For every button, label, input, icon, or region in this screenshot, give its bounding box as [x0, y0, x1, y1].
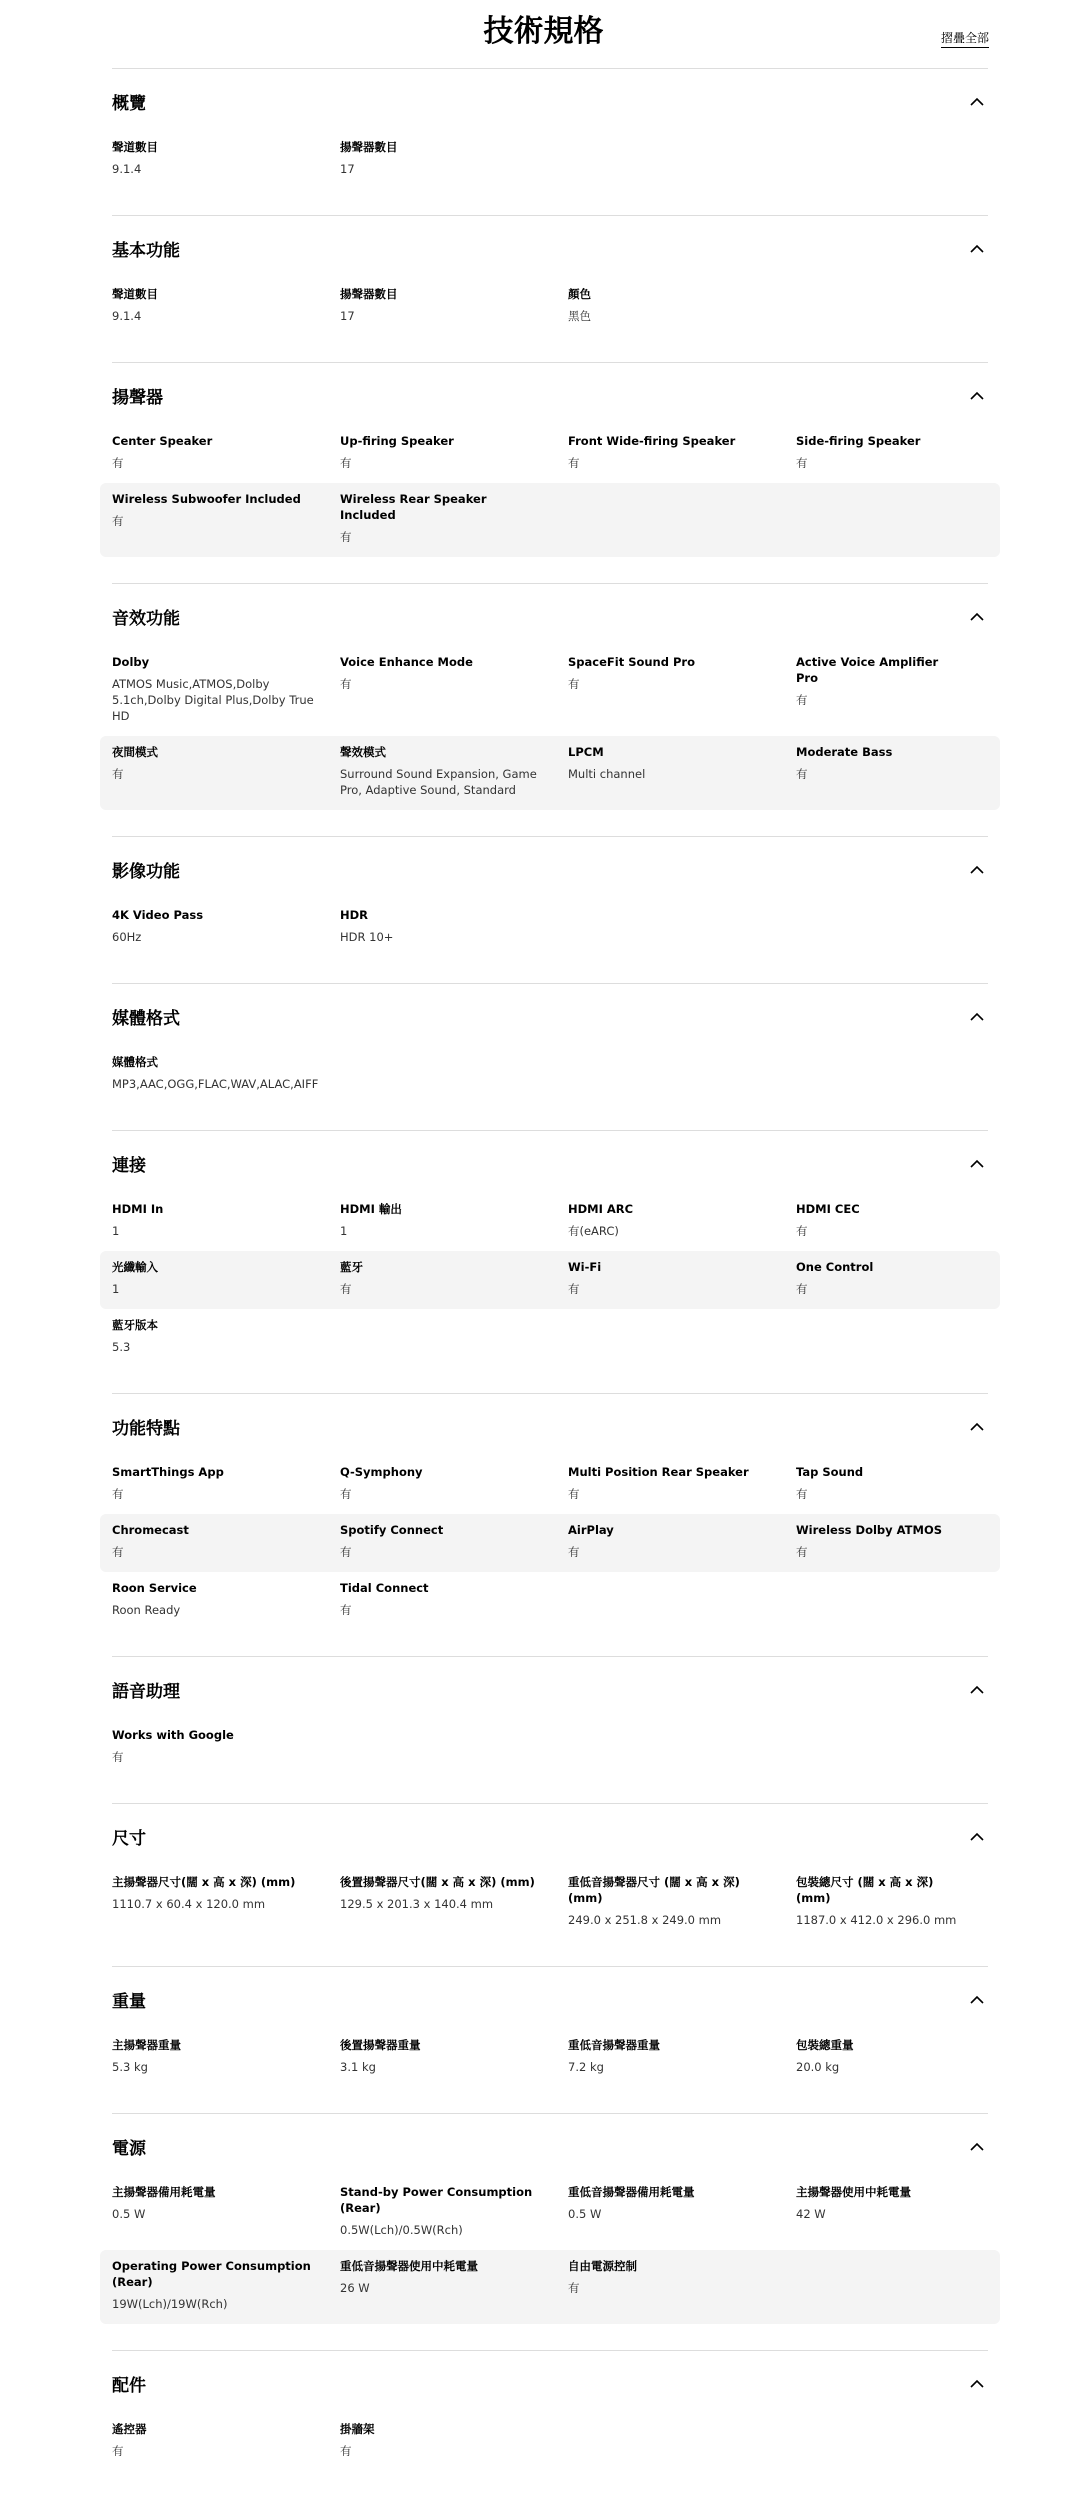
spec-value: 0.5 W	[112, 2207, 146, 2221]
spec-item	[112, 433, 340, 471]
spec-value: 有	[568, 1545, 580, 1559]
spec-label: Q-Symphony	[340, 1465, 423, 1479]
spec-item	[796, 1874, 988, 1928]
spec-label: 包裝總尺寸 (闊 x 高 x 深) (mm)	[796, 1875, 934, 1905]
spec-item	[340, 1522, 568, 1560]
spec-item	[568, 2184, 796, 2238]
spec-value: 60Hz	[112, 930, 142, 944]
spec-item	[568, 2258, 796, 2312]
spec-value: 有	[796, 1545, 808, 1559]
spec-value: 19W(Lch)/19W(Rch)	[112, 2297, 228, 2311]
spec-label: 聲道數目	[112, 287, 158, 301]
spec-label: 顏色	[568, 287, 591, 301]
spec-item	[796, 433, 988, 471]
spec-item	[568, 2037, 796, 2075]
section-title: 重量	[112, 1991, 146, 2012]
spec-item	[796, 2184, 988, 2238]
spec-label: HDMI ARC	[568, 1202, 634, 1216]
spec-value: 有	[796, 1224, 808, 1238]
chevron-up-icon[interactable]	[966, 237, 988, 259]
chevron-up-icon[interactable]	[966, 384, 988, 406]
spec-label: 主揚聲器尺寸(闊 x 高 x 深) (mm)	[112, 1875, 296, 1889]
chevron-up-icon[interactable]	[966, 605, 988, 627]
spec-label: Tidal Connect	[340, 1581, 429, 1595]
specs-list	[112, 68, 988, 2497]
spec-value: 有	[112, 1750, 124, 1764]
spec-label: HDR	[340, 908, 369, 922]
spec-item	[112, 1201, 340, 1239]
spec-item	[568, 1464, 796, 1502]
spec-value: 5.3 kg	[112, 2060, 148, 2074]
spec-label: 重低音揚聲器重量	[568, 2038, 660, 2052]
spec-label: SmartThings App	[112, 1465, 224, 1479]
section-title: 電源	[112, 2138, 146, 2159]
spec-label: Up-firing Speaker	[340, 434, 454, 448]
spec-label: Active Voice Amplifier Pro	[796, 655, 939, 685]
spec-value: 有	[112, 767, 124, 781]
spec-value: 有	[340, 1603, 352, 1617]
chevron-up-icon[interactable]	[966, 1988, 988, 2010]
section-header[interactable]	[112, 1673, 988, 1705]
spec-value: 17	[340, 309, 355, 323]
spec-label: LPCM	[568, 745, 604, 759]
spec-label: Wireless Dolby ATMOS	[796, 1523, 943, 1537]
spec-value: 1110.7 x 60.4 x 120.0 mm	[112, 1897, 266, 1911]
spec-row	[100, 899, 1000, 957]
spec-item	[112, 2421, 340, 2459]
spec-label: 聲效模式	[340, 745, 386, 759]
spec-value: 有	[112, 1545, 124, 1559]
spec-label: HDMI CEC	[796, 1202, 860, 1216]
spec-value: Surround Sound Expansion, Game Pro, Adaptive Sound, Standard	[340, 767, 537, 797]
spec-value: 有	[796, 1487, 808, 1501]
spec-value: HDR 10+	[340, 930, 394, 944]
section-title: 連接	[112, 1155, 146, 1176]
spec-label: 主揚聲器重量	[112, 2038, 181, 2052]
section-header[interactable]	[112, 1983, 988, 2015]
spec-item	[340, 433, 568, 471]
spec-value: 249.0 x 251.8 x 249.0 mm	[568, 1913, 722, 1927]
spec-label: 聲道數目	[112, 140, 158, 154]
spec-section	[112, 1966, 988, 2113]
spec-value: 有	[568, 1487, 580, 1501]
section-header[interactable]	[112, 853, 988, 885]
spec-section	[112, 362, 988, 583]
section-header[interactable]	[112, 1147, 988, 1179]
spec-item	[112, 491, 340, 545]
spec-label: 4K Video Pass	[112, 908, 204, 922]
chevron-up-icon[interactable]	[966, 1415, 988, 1437]
spec-item	[340, 1201, 568, 1239]
spec-item	[340, 2184, 568, 2238]
section-title: 揚聲器	[112, 387, 163, 408]
spec-value: 1	[340, 1224, 348, 1238]
spec-item	[340, 491, 568, 545]
section-title: 媒體格式	[112, 1008, 180, 1029]
section-title: 配件	[112, 2375, 146, 2396]
spec-label: 重低音揚聲器備用耗電量	[568, 2185, 695, 2199]
spec-item	[796, 744, 988, 798]
page-title: 技術規格	[483, 14, 604, 49]
spec-row	[100, 483, 1000, 557]
spec-item	[112, 1464, 340, 1502]
spec-section	[112, 1393, 988, 1656]
spec-value: 7.2 kg	[568, 2060, 604, 2074]
spec-item	[796, 654, 988, 724]
spec-item	[568, 1201, 796, 1239]
spec-label: Tap Sound	[796, 1465, 864, 1479]
spec-value: 有	[340, 677, 352, 691]
spec-value: 有	[796, 456, 808, 470]
section-header[interactable]	[112, 2130, 988, 2162]
spec-item	[568, 744, 796, 798]
spec-label: 重低音揚聲器尺寸 (闊 x 高 x 深) (mm)	[568, 1875, 740, 1905]
spec-row	[100, 646, 1000, 736]
spec-row	[100, 1866, 1000, 1940]
spec-item	[340, 2258, 568, 2312]
section-title: 影像功能	[112, 861, 180, 882]
spec-value: 有	[796, 767, 808, 781]
spec-label: 夜間模式	[112, 745, 158, 759]
spec-value: 1187.0 x 412.0 x 296.0 mm	[796, 1913, 957, 1927]
spec-value: 有	[340, 1487, 352, 1501]
section-title: 音效功能	[112, 608, 180, 629]
spec-row	[100, 1572, 1000, 1630]
spec-value: 有	[340, 2444, 352, 2458]
spec-item	[112, 286, 340, 324]
spec-value: 有(eARC)	[568, 1224, 619, 1238]
spec-label: Dolby	[112, 655, 150, 669]
spec-item	[112, 2258, 340, 2312]
spec-item	[340, 1464, 568, 1502]
spec-row	[100, 1046, 1000, 1104]
spec-item	[796, 2037, 988, 2075]
section-header[interactable]	[112, 2367, 988, 2399]
spec-row	[100, 2250, 1000, 2324]
spec-item	[112, 1727, 340, 1765]
spec-item	[112, 2184, 340, 2238]
spec-row	[100, 131, 1000, 189]
section-header[interactable]	[112, 379, 988, 411]
spec-item	[568, 1259, 796, 1297]
spec-item	[340, 2037, 568, 2075]
spec-label: Moderate Bass	[796, 745, 893, 759]
spec-item	[112, 1522, 340, 1560]
spec-label: 遙控器	[112, 2422, 147, 2436]
spec-label: 揚聲器數目	[340, 287, 398, 301]
spec-label: AirPlay	[568, 1523, 614, 1537]
spec-value: 有	[340, 1282, 352, 1296]
section-title: 尺寸	[112, 1828, 146, 1849]
spec-value: 0.5W(Lch)/0.5W(Rch)	[340, 2223, 463, 2237]
spec-row	[100, 1251, 1000, 1309]
section-header[interactable]	[112, 85, 988, 117]
spec-item	[112, 1259, 340, 1297]
section-title: 功能特點	[112, 1418, 180, 1439]
spec-value: 有	[340, 456, 352, 470]
spec-label: 藍牙	[340, 1260, 363, 1274]
spec-row	[100, 736, 1000, 810]
spec-label: Operating Power Consumption (Rear)	[112, 2259, 311, 2289]
spec-label: 藍牙版本	[112, 1318, 158, 1332]
spec-value: 17	[340, 162, 355, 176]
spec-item	[340, 907, 568, 945]
spec-item	[340, 1874, 568, 1928]
spec-value: 有	[112, 2444, 124, 2458]
spec-value: 有	[796, 693, 808, 707]
spec-item	[340, 139, 568, 177]
spec-item	[112, 1317, 340, 1355]
spec-row	[100, 1309, 1000, 1367]
spec-section	[112, 215, 988, 362]
spec-value: 有	[568, 2281, 580, 2295]
spec-value: 129.5 x 201.3 x 140.4 mm	[340, 1897, 494, 1911]
spec-item	[112, 1054, 340, 1092]
spec-value: 有	[112, 514, 124, 528]
chevron-up-icon[interactable]	[966, 2372, 988, 2394]
section-title: 基本功能	[112, 240, 180, 261]
spec-value: 黑色	[568, 309, 591, 323]
section-title: 語音助理	[112, 1681, 180, 1702]
spec-item	[796, 1259, 988, 1297]
spec-label: Roon Service	[112, 1581, 197, 1595]
spec-label: Side-firing Speaker	[796, 434, 921, 448]
spec-value: 1	[112, 1282, 120, 1296]
spec-value: ATMOS Music,ATMOS,Dolby 5.1ch,Dolby Digital Plus,Dolby True HD	[112, 677, 314, 723]
section-header[interactable]	[112, 1820, 988, 1852]
spec-label: One Control	[796, 1260, 874, 1274]
spec-value: 有	[340, 530, 352, 544]
spec-item	[340, 2421, 568, 2459]
spec-row	[100, 1193, 1000, 1251]
spec-item	[568, 1522, 796, 1560]
chevron-up-icon[interactable]	[966, 1005, 988, 1027]
section-header[interactable]	[112, 232, 988, 264]
spec-value: 20.0 kg	[796, 2060, 840, 2074]
spec-item	[112, 2037, 340, 2075]
spec-section	[112, 68, 988, 215]
spec-item	[340, 1580, 568, 1618]
spec-value: 有	[568, 677, 580, 691]
spec-item	[340, 1259, 568, 1297]
chevron-up-icon[interactable]	[966, 1825, 988, 1847]
spec-label: 自由電源控制	[568, 2259, 637, 2273]
spec-row	[100, 278, 1000, 336]
spec-label: Wireless Subwoofer Included	[112, 492, 301, 506]
spec-label: 包裝總重量	[796, 2038, 854, 2052]
spec-label: Front Wide-firing Speaker	[568, 434, 736, 448]
spec-item	[340, 744, 568, 798]
spec-value: 有	[340, 1545, 352, 1559]
spec-row	[100, 1719, 1000, 1777]
spec-label: HDMI In	[112, 1202, 164, 1216]
spec-label: Works with Google	[112, 1728, 234, 1742]
spec-label: Wireless Rear Speaker Included	[340, 492, 487, 522]
spec-label: 掛牆架	[340, 2422, 375, 2436]
spec-label: Chromecast	[112, 1523, 189, 1537]
spec-value: 1	[112, 1224, 120, 1238]
section-header[interactable]	[112, 1410, 988, 1442]
spec-value: 0.5 W	[568, 2207, 602, 2221]
chevron-up-icon[interactable]	[966, 1152, 988, 1174]
spec-value: Multi channel	[568, 767, 646, 781]
chevron-up-icon[interactable]	[966, 90, 988, 112]
spec-item	[796, 1522, 988, 1560]
spec-item	[340, 286, 568, 324]
spec-section	[112, 983, 988, 1130]
spec-value: 有	[112, 456, 124, 470]
spec-label: Spotify Connect	[340, 1523, 444, 1537]
spec-section	[112, 836, 988, 983]
spec-label: 主揚聲器使用中耗電量	[796, 2185, 911, 2199]
spec-label: Multi Position Rear Speaker	[568, 1465, 749, 1479]
spec-value: 3.1 kg	[340, 2060, 376, 2074]
chevron-up-icon[interactable]	[966, 858, 988, 880]
spec-label: Center Speaker	[112, 434, 213, 448]
spec-section	[112, 1803, 988, 1966]
spec-value: 5.3	[112, 1340, 131, 1354]
spec-label: 後置揚聲器重量	[340, 2038, 421, 2052]
spec-row	[100, 2176, 1000, 2250]
spec-section	[112, 1656, 988, 1803]
spec-label: 主揚聲器備用耗電量	[112, 2185, 216, 2199]
spec-label: 光纖輸入	[112, 1260, 158, 1274]
spec-label: Voice Enhance Mode	[340, 655, 473, 669]
spec-item	[796, 1464, 988, 1502]
spec-item	[568, 286, 796, 324]
spec-section	[112, 1130, 988, 1393]
spec-item	[112, 139, 340, 177]
spec-item	[796, 1201, 988, 1239]
spec-value: 有	[112, 1487, 124, 1501]
spec-label: Wi-Fi	[568, 1260, 602, 1274]
section-header[interactable]	[112, 600, 988, 632]
spec-label: 重低音揚聲器使用中耗電量	[340, 2259, 478, 2273]
spec-label: SpaceFit Sound Pro	[568, 655, 695, 669]
spec-item	[112, 907, 340, 945]
chevron-up-icon[interactable]	[966, 2135, 988, 2157]
spec-value: 有	[568, 1282, 580, 1296]
spec-value: Roon Ready	[112, 1603, 181, 1617]
spec-label: 媒體格式	[112, 1055, 158, 1069]
chevron-up-icon[interactable]	[966, 1678, 988, 1700]
spec-label: 揚聲器數目	[340, 140, 398, 154]
spec-item	[112, 654, 340, 724]
section-title: 概覽	[112, 93, 146, 114]
spec-value: MP3,AAC,OGG,FLAC,WAV,ALAC,AIFF	[112, 1077, 319, 1091]
spec-value: 9.1.4	[112, 309, 142, 323]
collapse-all-link[interactable]: 摺疊全部	[941, 30, 989, 48]
spec-label: HDMI 輸出	[340, 1202, 402, 1216]
spec-value: 26 W	[340, 2281, 370, 2295]
spec-value: 9.1.4	[112, 162, 142, 176]
spec-item	[568, 654, 796, 724]
spec-item	[568, 1874, 796, 1928]
spec-value: 有	[796, 1282, 808, 1296]
spec-item	[112, 1580, 340, 1618]
spec-row	[100, 1514, 1000, 1572]
spec-section	[112, 2350, 988, 2497]
spec-item	[568, 433, 796, 471]
spec-item	[112, 744, 340, 798]
spec-label: 後置揚聲器尺寸(闊 x 高 x 深) (mm)	[340, 1875, 535, 1889]
spec-item	[340, 654, 568, 724]
spec-row	[100, 2029, 1000, 2087]
spec-label: Stand-by Power Consumption (Rear)	[340, 2185, 533, 2215]
spec-value: 42 W	[796, 2207, 826, 2221]
spec-section	[112, 583, 988, 836]
spec-row	[100, 2413, 1000, 2471]
spec-value: 有	[568, 456, 580, 470]
spec-item	[112, 1874, 340, 1928]
section-header[interactable]	[112, 1000, 988, 1032]
spec-section	[112, 2113, 988, 2350]
spec-row	[100, 1456, 1000, 1514]
spec-row	[100, 425, 1000, 483]
